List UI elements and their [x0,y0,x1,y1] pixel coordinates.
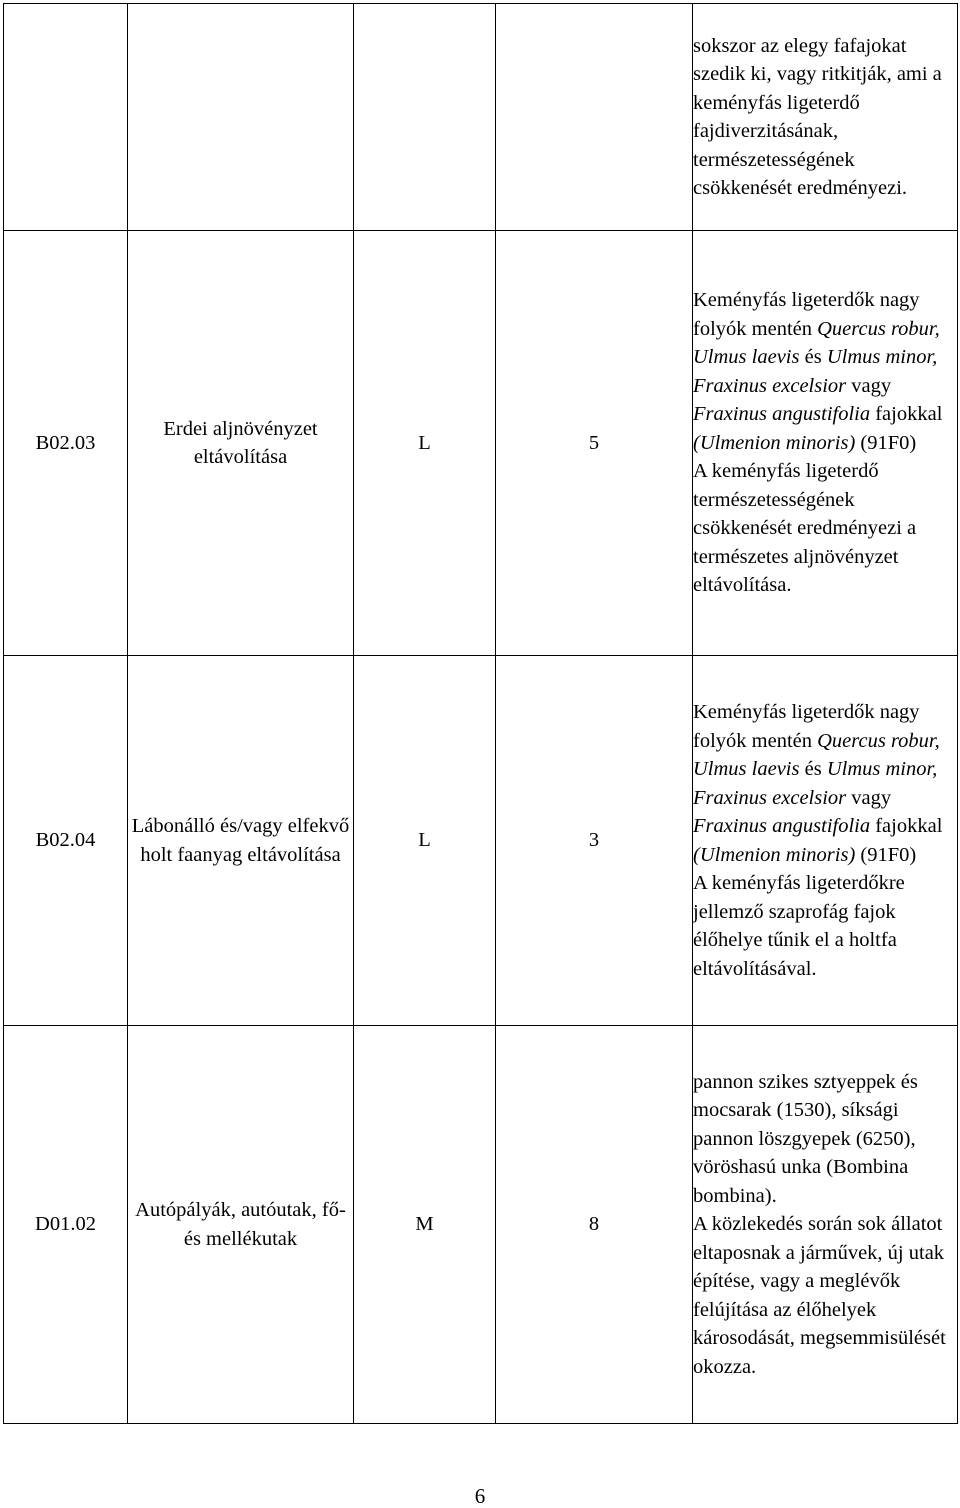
description-text: A keményfás ligeterdőkre jellemző szaprofág fajok élőhelye tűnik el a holtfa eltávolításával. [693,872,905,980]
threat-intensity: L [354,656,496,1026]
threat-name: Lábonálló és/vagy elfekvő holt faanyag eltávolítása [128,656,354,1026]
threat-name [128,4,354,231]
threat-name: Autópályák, autóutak, fő- és mellékutak [128,1026,354,1424]
description-paragraph [693,698,957,869]
species-name-italic: Ulmus minor, Fraxinus excelsior [693,758,938,809]
threat-score [496,4,693,231]
description-text: fajokkal [870,403,943,426]
description-text: sokszor az elegy fafajokat szedik ki, vagy ritkitják, ami a keményfás ligeterdő fajdiverzitásának, természetességének csökkenését eredményezi. [693,34,942,199]
description-text: (91F0) [855,431,917,454]
description-text: Keményfás ligeterdők nagy folyók mentén [693,289,920,340]
threat-intensity [354,4,496,231]
threat-intensity: M [354,1026,496,1424]
description-text: A keményfás ligeterdő természetességének csökkenését eredményezi a természetes aljnövényzet eltávolítása. [693,460,917,597]
description-paragraph [693,286,957,457]
threat-score: 8 [496,1026,693,1424]
species-name-italic: Fraxinus angustifolia [693,403,871,426]
species-name-italic: Fraxinus angustifolia [693,815,871,837]
species-name-italic: Ulmus minor, Fraxinus excelsior [693,346,938,397]
description-text: vagy [846,786,892,809]
threat-code: D01.02 [4,1026,128,1424]
threat-table-body [4,4,958,1424]
description-text: (91F0) [855,843,917,866]
threat-code: B02.04 [4,656,128,1026]
species-name-italic: Quercus robur, Ulmus laevis [693,317,940,369]
table-row [4,231,958,656]
threat-score: 3 [496,656,693,1026]
threat-name: Erdei aljnövényzet eltávolítása [128,231,354,656]
threat-code [4,4,128,231]
description-paragraph [693,32,957,203]
threat-description [693,4,958,231]
table-row [4,1026,958,1424]
description-text: és [799,346,827,369]
description-text: Keményfás ligeterdők nagy folyók mentén [693,701,920,752]
table-row [4,656,958,1026]
table-row [4,4,958,231]
species-name-italic: (Ulmenion minoris) [693,843,856,866]
threat-intensity: L [354,231,496,656]
description-paragraph [693,457,957,600]
description-text: pannon szikes sztyeppek és mocsarak (1530), síksági pannon löszgyepek (6250), vöröshasú unka (Bombina bombina). [693,1070,918,1207]
description-text: A közlekedés során sok állatot eltaposnak a járművek, új utak építése, vagy a meglévők felújítása az élőhelyek károsodását, megsemmisülését okozza. [693,1213,946,1378]
page-number: 6 [474,1484,486,1508]
description-text: fajokkal [870,815,943,837]
threat-description [693,231,958,656]
species-name-italic: (Ulmenion minoris) [693,431,856,454]
description-text: és [799,758,827,780]
threat-description [693,656,958,1026]
threat-code: B02.03 [4,231,128,656]
description-paragraph [693,869,957,983]
description-paragraph [693,1210,957,1381]
threat-score: 5 [496,231,693,656]
description-paragraph [693,1068,957,1211]
threat-table [3,3,958,1424]
description-text: vagy [846,374,892,397]
threat-description [693,1026,958,1424]
species-name-italic: Quercus robur, Ulmus laevis [693,729,940,780]
